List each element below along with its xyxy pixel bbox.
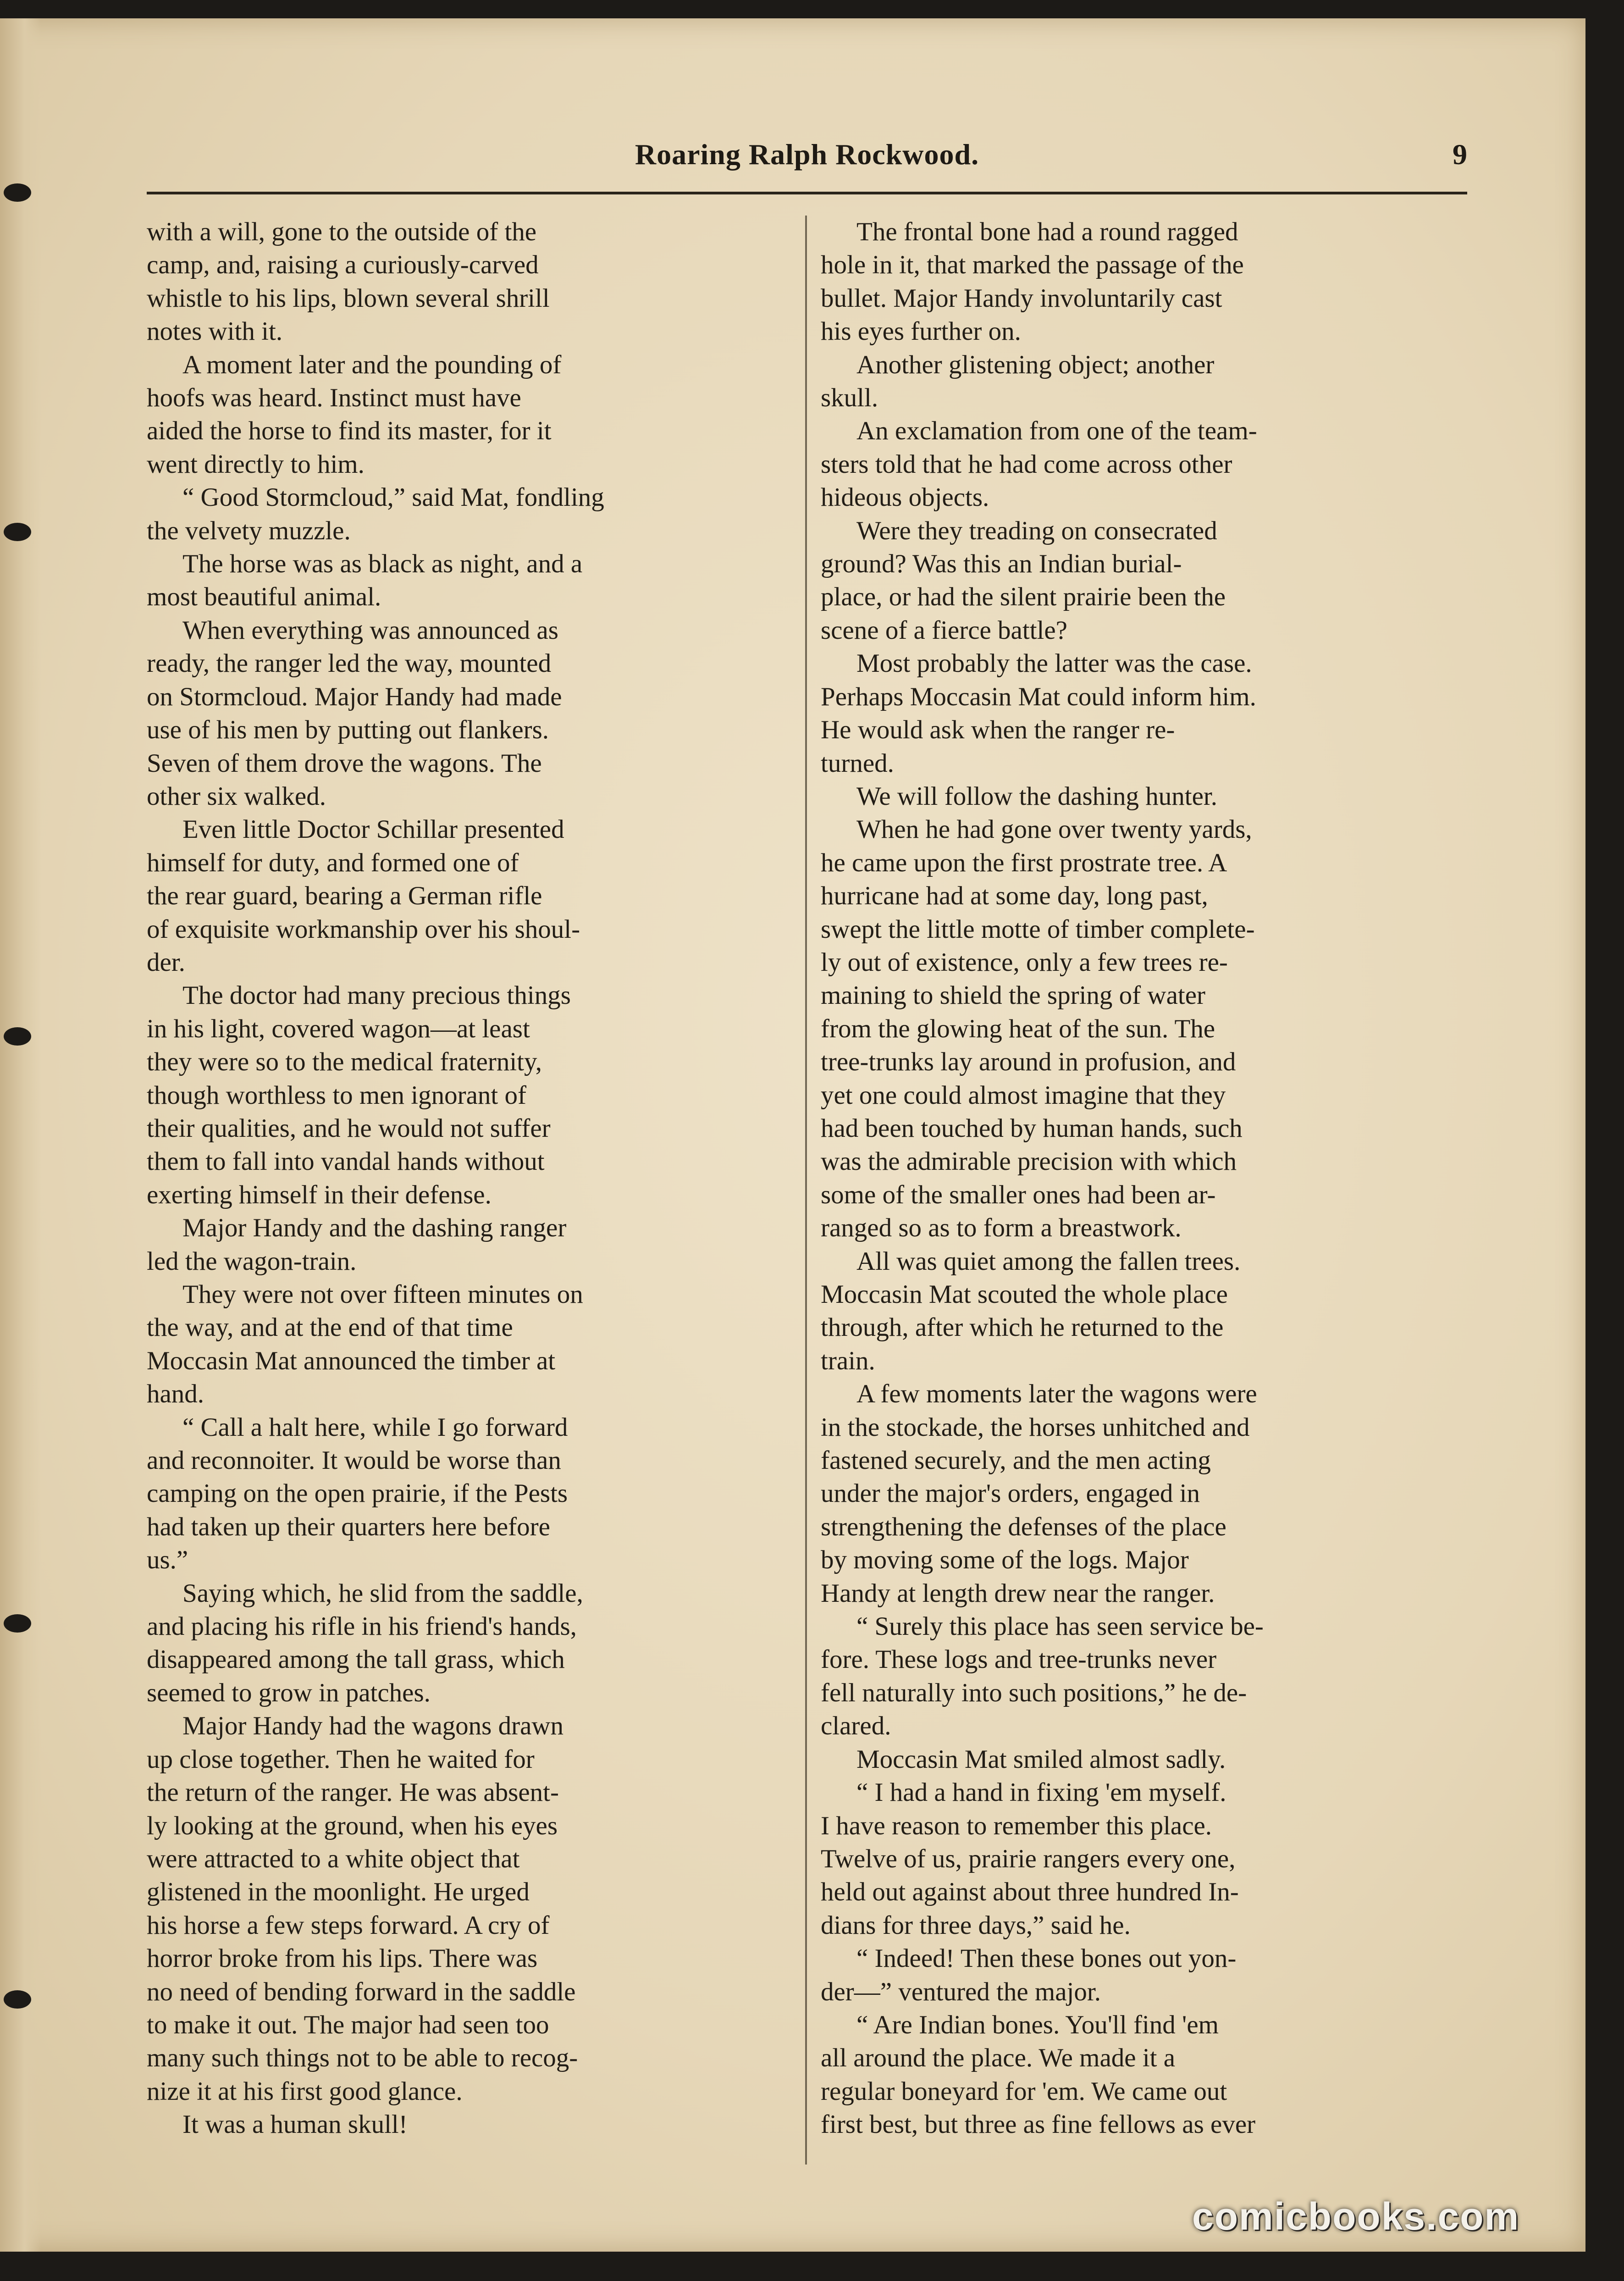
page-spine bbox=[0, 18, 41, 2252]
paragraph: “ Call a halt here, while I go forward and reconnoiter. It would be worse than camping on the open prairie, if the Pests had taken up their quarters here before us.” bbox=[147, 1412, 568, 1575]
paragraph: Major Handy and the dashing ranger led the wagon-train. bbox=[147, 1213, 567, 1276]
paragraph: with a will, gone to the outside of the camp, and, raising a curiously-carved whistle to his lips, blown several shrill notes with it. bbox=[147, 217, 550, 346]
paragraph: Even little Doctor Schillar presented himself for duty, and formed one of the rear guard, bearing a German rifle of exquisite workmanship over his shoul- der. bbox=[147, 815, 580, 977]
paragraph: All was quiet among the fallen trees. Moccasin Mat scouted the whole place through, after which he returned to the train. bbox=[821, 1246, 1241, 1375]
paragraph: Moccasin Mat smiled almost sadly. bbox=[856, 1744, 1226, 1774]
binding-hole bbox=[4, 1614, 31, 1633]
paragraph: “ Are Indian bones. You'll find 'em all around the place. We made it a regular boneyard for 'em. We came out first best, but three as fine fellows as ever bbox=[821, 2010, 1256, 2139]
paragraph: We will follow the dashing hunter. bbox=[856, 781, 1217, 811]
paragraph: Major Handy had the wagons drawn up close together. Then he waited for the return of the ranger. He was absent- ly looking at the ground, when his eyes were attracted to a white object that glistened in the moonlight. He urged his horse a few steps forward. A cry of horror broke from his lips. There was no need of bending forward in the saddle to make it out. The major had seen too many such things not to be able to recog- nize it at his first good glance. bbox=[147, 1711, 578, 2106]
paragraph: When he had gone over twenty yards, he came upon the first prostrate tree. A hurricane had at some day, long past, swept the little motte of timber complete- ly out of existence, only a few trees re- maining to shield the spring of water from the glowing heat of the sun. The tree-trunks lay around in profusion, and yet one could almost imagine that they had been touched by human hands, such was the admirable precision with which some of the smaller ones had been ar- ranged so as to form a breastwork. bbox=[821, 815, 1255, 1243]
watermark: comicbooks.com bbox=[1192, 2195, 1520, 2238]
paragraph: When everything was announced as ready, the ranger led the way, mounted on Stormcloud. Major Handy had made use of his men by putting out flankers. Seven of them drove the wagons. The other six walked. bbox=[147, 615, 562, 811]
paragraph: “ Indeed! Then these bones out yon- der—” ventured the major. bbox=[821, 1944, 1237, 2006]
paragraph: Another glistening object; another skull. bbox=[821, 350, 1215, 413]
paragraph: Were they treading on consecrated ground? Was this an Indian burial- place, or had the silent prairie been the scene of a fierce battle? bbox=[821, 516, 1226, 645]
paragraph: Most probably the latter was the case. Perhaps Moccasin Mat could inform him. He would ask when the ranger re- turned. bbox=[821, 649, 1256, 778]
paragraph: “ I had a hand in fixing 'em myself. I have reason to remember this place. Twelve of us, prairie rangers every one, held out against about three hundred In- dians for three days,” said he. bbox=[821, 1778, 1239, 1940]
paragraph: An exclamation from one of the team- sters told that he had come across other hideous objects. bbox=[821, 416, 1257, 512]
paragraph: “ Surely this place has seen service be- fore. These logs and tree-trunks never fell naturally into such positions,” he de- clared. bbox=[821, 1612, 1264, 1741]
binding-hole bbox=[4, 1990, 31, 2009]
running-header bbox=[147, 138, 1467, 188]
paragraph: They were not over fifteen minutes on the way, and at the end of that time Moccasin Mat announced the timber at hand. bbox=[147, 1280, 583, 1409]
binding-hole bbox=[4, 523, 31, 541]
paragraph: It was a human skull! bbox=[182, 2110, 408, 2139]
running-title: Roaring Ralph Rockwood. bbox=[635, 138, 979, 171]
binding-hole bbox=[4, 1027, 31, 1046]
paragraph: A few moments later the wagons were in the stockade, the horses unhitched and fastened securely, and the men acting under the major's orders, engaged in strengthening the defenses of the place by moving some of the logs. Major Handy at length drew near the ranger. bbox=[821, 1379, 1257, 1608]
paragraph: A moment later and the pounding of hoofs was heard. Instinct must have aided the horse to find its master, for it went directly to him. bbox=[147, 350, 562, 479]
page-number: 9 bbox=[1453, 138, 1467, 171]
binding-hole bbox=[4, 183, 31, 202]
paragraph: Saying which, he slid from the saddle, and placing his rifle in his friend's hands, disappeared among the tall grass, which seemed to grow in patches. bbox=[147, 1578, 583, 1707]
header-rule bbox=[147, 192, 1467, 194]
paragraph: The frontal bone had a round ragged hole in it, that marked the passage of the bullet. Major Handy involuntarily cast his eyes further on. bbox=[821, 217, 1244, 346]
paragraph: The horse was as black as night, and a most beautiful animal. bbox=[147, 549, 583, 612]
paragraph: The doctor had many precious things in his light, covered wagon—at least they were so to the medical fraternity, though worthless to men ignorant of their qualities, and he would not suffer them to fall into vandal hands without exerting himself in their defense. bbox=[147, 981, 571, 1209]
left-column bbox=[147, 216, 791, 2142]
right-column bbox=[821, 216, 1465, 2142]
paragraph: “ Good Stormcloud,” said Mat, fondling the velvety muzzle. bbox=[147, 483, 604, 545]
column-divider bbox=[805, 216, 807, 2165]
